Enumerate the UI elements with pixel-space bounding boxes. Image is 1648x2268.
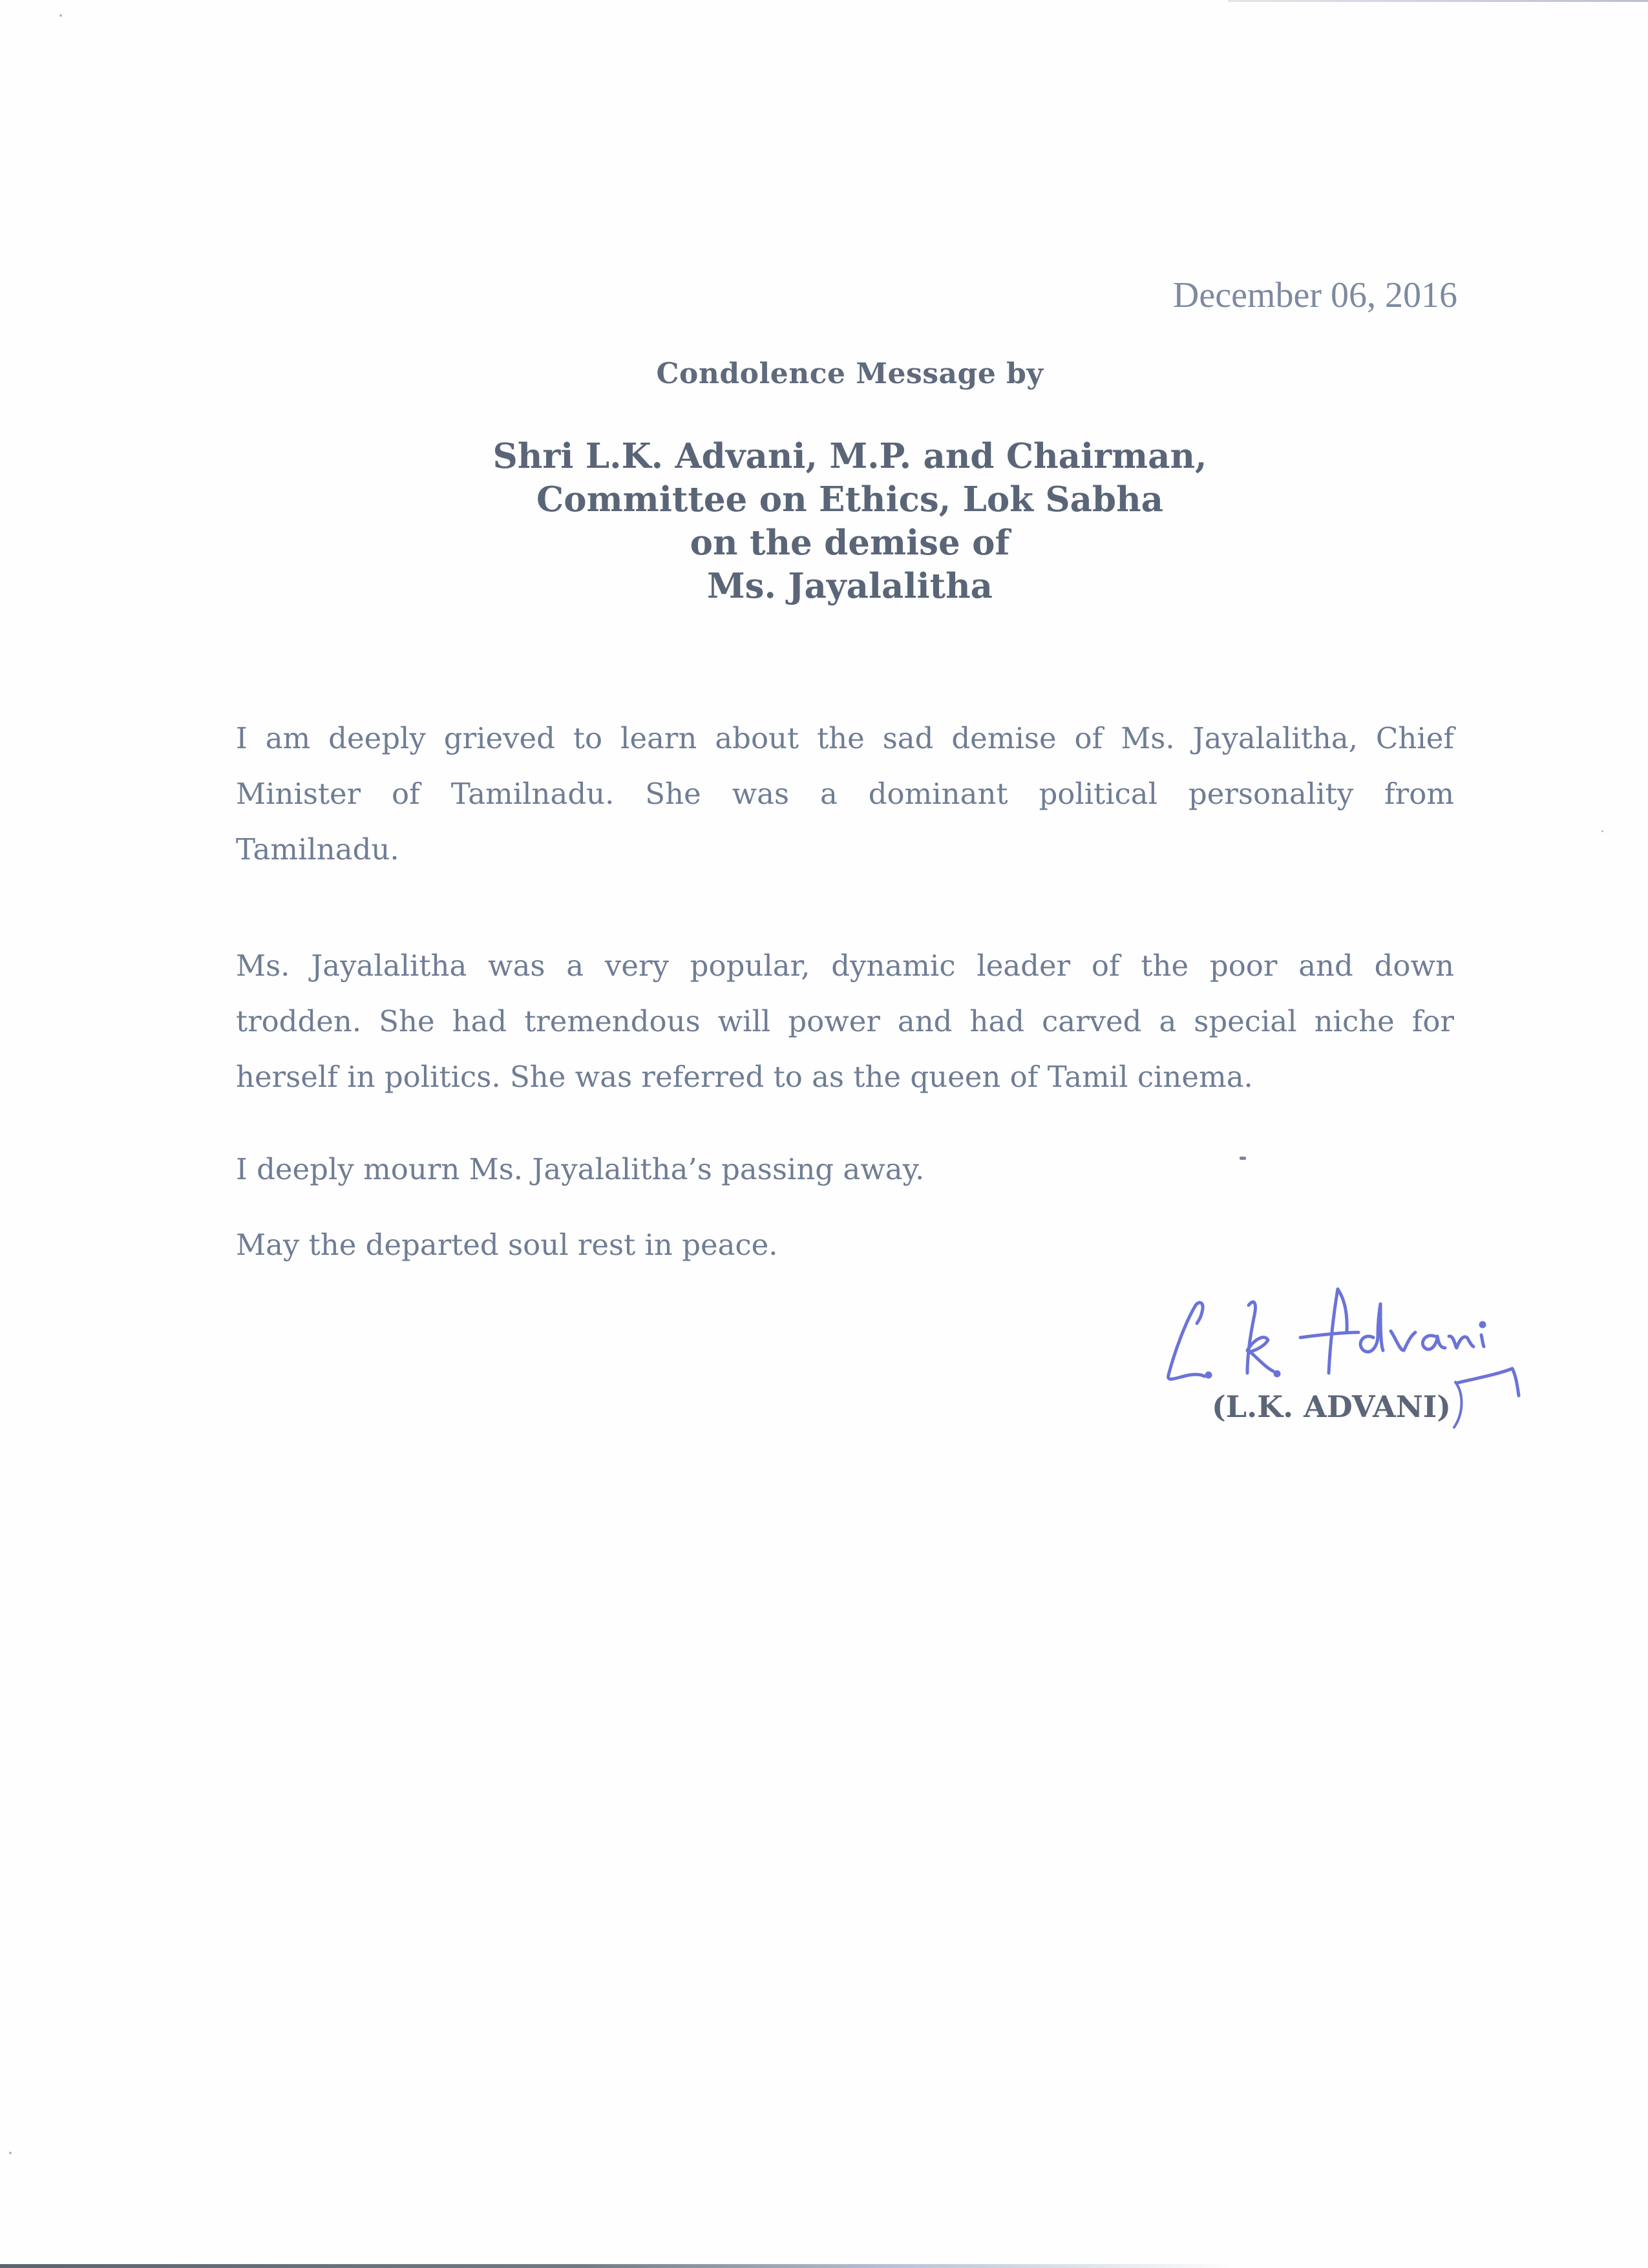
letter-date: December 06, 2016 <box>1172 275 1457 315</box>
paragraph-line: trodden. She had tremendous will power and had carved a special niche for <box>236 1004 1454 1038</box>
paragraph-line: Tamilnadu. <box>236 832 399 866</box>
handwritten-signature <box>1150 1260 1551 1409</box>
paragraph-line: I am deeply grieved to learn about the sad demise of Ms. Jayalalitha, Chief <box>236 721 1454 755</box>
scan-edge-top <box>1228 0 1648 2</box>
scan-speck <box>59 14 62 17</box>
letter-subtitle: Condolence Message by <box>656 357 1044 390</box>
paragraph-1 <box>236 711 1454 877</box>
letter-heading <box>0 435 1648 608</box>
bracket-flourish <box>1448 1380 1474 1431</box>
paragraph-3: I deeply mourn Ms. Jayalalitha’s passing away. <box>236 1152 925 1186</box>
paragraph-2 <box>236 938 1454 1105</box>
scan-speck <box>1240 1157 1246 1160</box>
heading-line: Shri L.K. Advani, M.P. and Chairman, <box>492 436 1207 476</box>
heading-line: on the demise of <box>690 523 1010 563</box>
scan-edge-bottom <box>0 2264 1648 2268</box>
paragraph-line: herself in politics. She was referred to as the queen of Tamil cinema. <box>236 1060 1253 1094</box>
signer-name: (L.K. ADVANI) <box>1212 1389 1452 1424</box>
scan-speck <box>1601 830 1603 832</box>
paragraph-line: Minister of Tamilnadu. She was a dominant political personality from <box>236 777 1454 811</box>
paragraph-4: May the departed soul rest in peace. <box>236 1228 778 1262</box>
heading-line: Ms. Jayalalitha <box>706 566 993 606</box>
paragraph-line: Ms. Jayalalitha was a very popular, dynamic leader of the poor and down <box>236 949 1454 983</box>
scan-speck <box>9 2152 12 2154</box>
heading-line: Committee on Ethics, Lok Sabha <box>536 479 1163 520</box>
